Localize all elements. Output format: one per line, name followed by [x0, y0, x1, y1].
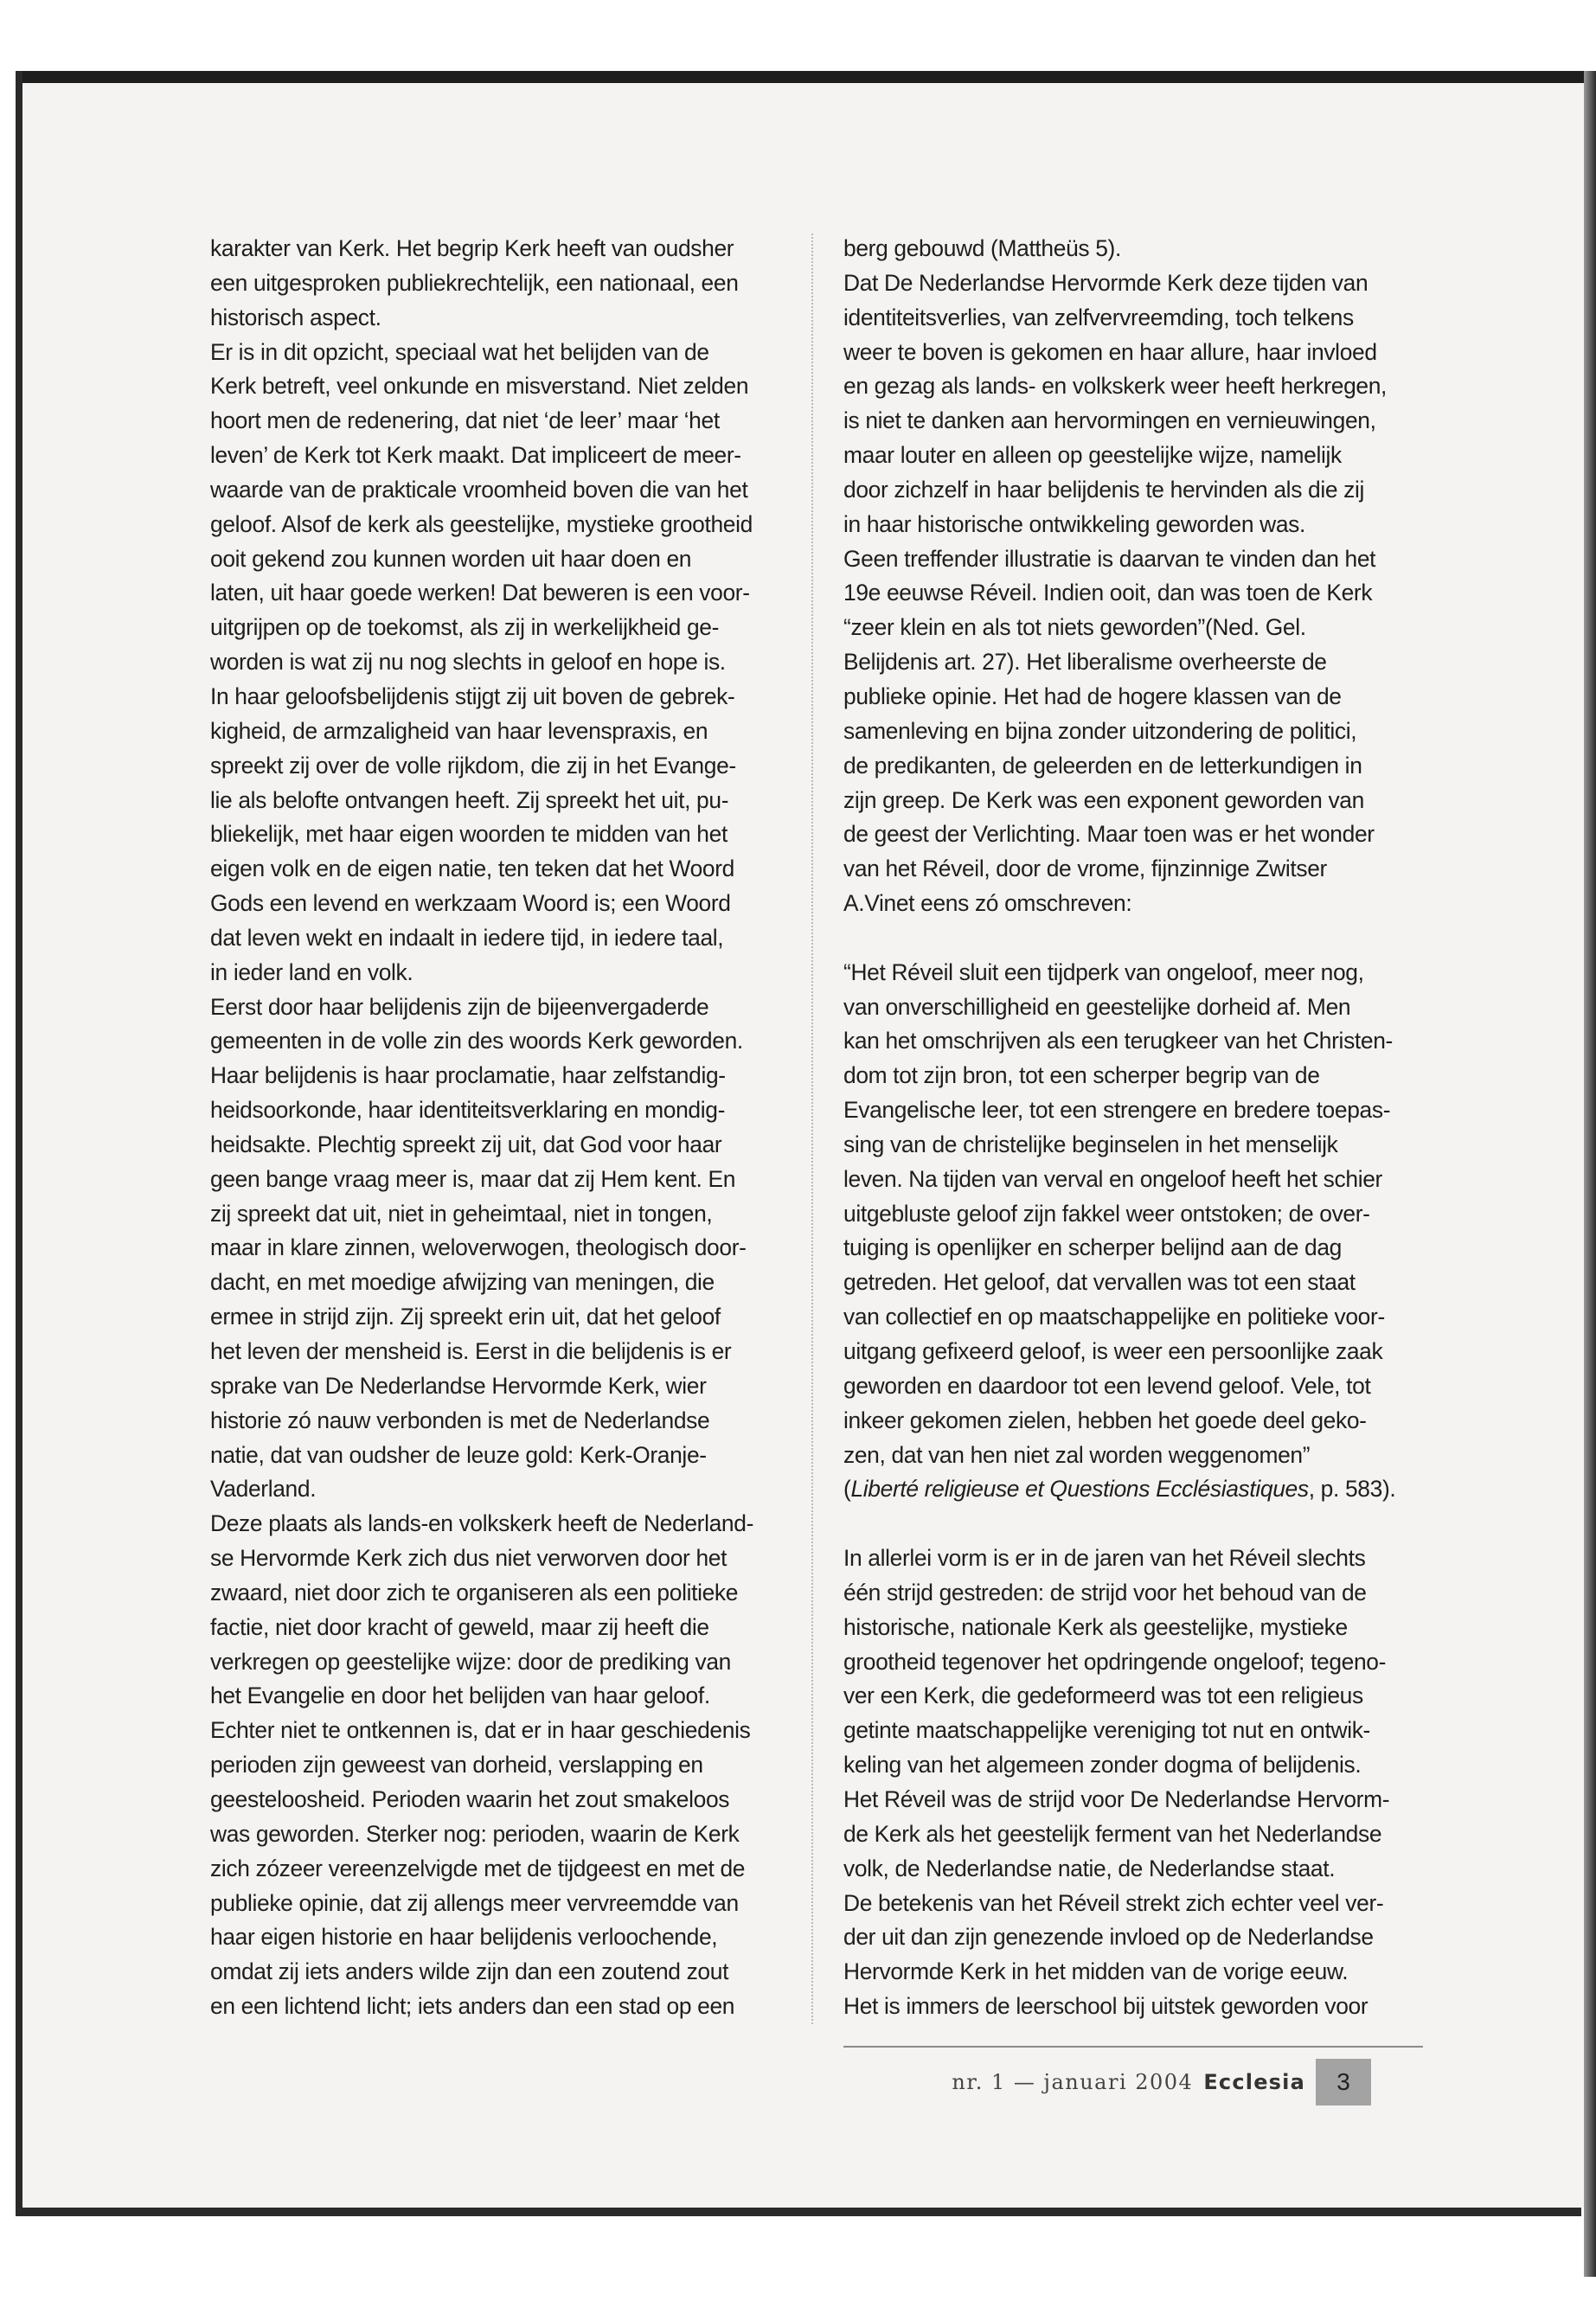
text-line: Vaderland. — [210, 1476, 317, 1503]
text-line: ermee in strijd zijn. Zij spreekt erin uit, dat het geloof — [210, 1304, 721, 1330]
text-line: getreden. Het geloof, dat vervallen was tot een staat — [843, 1269, 1356, 1296]
text-line: en een lichtend licht; iets anders dan een stad op een — [210, 1993, 735, 2020]
text-line: geworden en daardoor tot een levend geloof. Vele, tot — [843, 1372, 1371, 1399]
text-line: zijn greep. De Kerk was een exponent geworden van — [843, 786, 1364, 813]
text-line: getinte maatschappelijke vereniging tot nut en ontwik- — [843, 1717, 1370, 1744]
text-line: inkeer gekomen zielen, hebben het goede deel geko- — [843, 1407, 1367, 1433]
text-line: ooit gekend zou kunnen worden uit haar doen en — [210, 545, 692, 572]
text-line: leven’ de Kerk tot Kerk maakt. Dat impliceert de meer- — [210, 442, 741, 469]
text-line: de predikanten, de geleerden en de letterkundigen in — [843, 752, 1362, 779]
scan-border-left — [16, 71, 22, 2208]
text-line: door zichzelf in haar belijdenis te hervinden als die zij — [843, 476, 1365, 503]
text-line: volk, de Nederlandse natie, de Nederlandse staat. — [843, 1855, 1336, 1881]
vinet-quote — [843, 956, 1451, 1473]
text-line: één strijd gestreden: de strijd voor het behoud van de — [843, 1579, 1367, 1606]
text-line: bliekelijk, met haar eigen woorden te midden van het — [210, 821, 727, 848]
text-line: berg gebouwd (Mattheüs 5). — [843, 235, 1121, 261]
paragraph-gap — [843, 1507, 1451, 1541]
text-line: Echter niet te ontkennen is, dat er in haar geschiedenis — [210, 1717, 751, 1744]
text-line: natie, dat van oudsher de leuze gold: Kerk-Oranje- — [210, 1441, 707, 1468]
text-line: heidsoorkonde, haar identiteitsverklaring en mondig- — [210, 1097, 726, 1124]
text-line: Evangelische leer, tot een strengere en bredere toepas- — [843, 1097, 1391, 1124]
text-line: spreekt zij over de volle rijkdom, die zij in het Evange- — [210, 752, 736, 779]
text-line: is niet te danken aan hervormingen en vernieuwingen, — [843, 407, 1376, 434]
text-line: was geworden. Sterker nog: perioden, waarin de Kerk — [210, 1820, 740, 1847]
text-line: Belijdenis art. 27). Het liberalisme overheerste de — [843, 649, 1327, 676]
text-line: omdat zij iets anders wilde zijn dan een zoutend zout — [210, 1958, 729, 1985]
text-line: ver een Kerk, die gedeformeerd was tot een religieus — [843, 1682, 1363, 1709]
text-line: Het Réveil was de strijd voor De Nederlandse Hervorm- — [843, 1785, 1390, 1812]
text-line: Haar belijdenis is haar proclamatie, haar zelfstandig- — [210, 1062, 726, 1089]
text-line: een uitgesproken publiekrechtelijk, een nationaal, een — [210, 269, 739, 296]
text-line: karakter van Kerk. Het begrip Kerk heeft van oudsher — [210, 235, 734, 261]
quote-source-open: ( — [843, 1476, 851, 1503]
text-line: zij spreekt dat uit, niet in geheimtaal, niet in tongen, — [210, 1200, 713, 1227]
text-line: 19e eeuwse Réveil. Indien ooit, dan was toen de Kerk — [843, 580, 1373, 606]
text-line: grootheid tegenover het opdringende ongeloof; tegeno- — [843, 1648, 1387, 1675]
text-line: uitgang gefixeerd geloof, is weer een persoonlijke zaak — [843, 1338, 1383, 1364]
text-line: perioden zijn geweest van dorheid, verslapping en — [210, 1752, 703, 1779]
column-divider — [811, 234, 813, 2024]
text-line: dacht, en met moedige afwijzing van meningen, die — [210, 1269, 715, 1296]
text-line: Dat De Nederlandse Hervormde Kerk deze tijden van — [843, 269, 1368, 296]
text-line: eigen volk en de eigen natie, ten teken dat het Woord — [210, 856, 734, 882]
text-line: lie als belofte ontvangen heeft. Zij spreekt het uit, pu- — [210, 786, 729, 813]
text-line: in ieder land en volk. — [210, 958, 413, 985]
text-line: In haar geloofsbelijdenis stijgt zij uit boven de gebrek- — [210, 683, 735, 709]
text-line: uitgrijpen op de toekomst, als zij in werkelijkheid ge- — [210, 614, 720, 641]
text-line: het Evangelie en door het belijden van haar geloof. — [210, 1682, 710, 1709]
quote-source — [843, 1472, 1451, 1507]
text-line: geesteloosheid. Perioden waarin het zout smakeloos — [210, 1785, 730, 1812]
footer-rule — [843, 2046, 1423, 2048]
right-text-column — [843, 232, 1451, 2024]
text-line: Er is in dit opzicht, speciaal wat het belijden van de — [210, 338, 709, 365]
text-line: Het is immers de leerschool bij uitstek geworden voor — [843, 1993, 1368, 2020]
text-line: de Kerk als het geestelijk ferment van het Nederlandse — [843, 1820, 1382, 1847]
text-line: A.Vinet eens zó omschreven: — [843, 890, 1132, 917]
text-line: geen bange vraag meer is, maar dat zij Hem kent. En — [210, 1165, 736, 1192]
text-line: worden is wat zij nu nog slechts in geloof en hope is. — [210, 649, 726, 676]
text-line: van het Réveil, door de vrome, fijnzinnige Zwitser — [843, 856, 1327, 882]
text-line: identiteitsverlies, van zelfvervreemding, toch telkens — [843, 304, 1354, 330]
text-line: in haar historische ontwikkeling geworden was. — [843, 510, 1305, 537]
footer-issue: nr. 1 — januari 2004 — [952, 2070, 1194, 2094]
text-line: weer te boven is gekomen en haar allure, haar invloed — [843, 338, 1377, 365]
text-line: Eerst door haar belijdenis zijn de bijeenvergaderde — [210, 993, 709, 1020]
text-line: historisch aspect. — [210, 304, 381, 330]
text-line: gemeenten in de volle zin des woords Kerk geworden. — [210, 1028, 743, 1054]
text-line: tuiging is openlijker en scherper belijnd aan de dag — [843, 1234, 1342, 1261]
text-line: de geest der Verlichting. Maar toen was er het wonder — [843, 821, 1375, 848]
text-line: samenleving en bijna zonder uitzondering de politici, — [843, 717, 1357, 744]
text-line: hoort men de redenering, dat niet ‘de leer’ maar ‘het — [210, 407, 720, 434]
text-line: historie zó nauw verbonden is met de Nederlandse — [210, 1407, 710, 1433]
text-line: dom tot zijn bron, tot een scherper begrip van de — [843, 1062, 1320, 1089]
text-line: zwaard, niet door zich te organiseren als een politieke — [210, 1579, 739, 1606]
text-line: De betekenis van het Réveil strekt zich echter veel ver- — [843, 1889, 1384, 1916]
text-line: kigheid, de armzaligheid van haar levenspraxis, en — [210, 717, 708, 744]
quote-source-close: , p. 583). — [1308, 1476, 1396, 1503]
text-line: maar in klare zinnen, weloverwogen, theologisch door- — [210, 1234, 747, 1261]
text-line: haar eigen historie en haar belijdenis verloochende, — [210, 1924, 718, 1951]
text-line: maar louter en alleen op geestelijke wijze, namelijk — [843, 442, 1342, 469]
text-line: zich zózeer vereenzelvigde met de tijdgeest en met de — [210, 1855, 746, 1881]
right-column-part-b — [843, 1541, 1451, 2024]
text-line: In allerlei vorm is er in de jaren van het Réveil slechts — [843, 1545, 1366, 1572]
text-line: kan het omschrijven als een terugkeer van het Christen- — [843, 1028, 1393, 1054]
footer-magazine-name: Ecclesia — [1203, 2070, 1305, 2094]
text-line: van onverschilligheid en geestelijke dorheid af. Men — [843, 993, 1351, 1020]
text-line: “zeer klein en als tot niets geworden”(Ned. Gel. — [843, 614, 1306, 641]
paragraph-gap — [843, 921, 1451, 956]
left-text-column — [210, 232, 817, 2024]
text-line: geloof. Alsof de kerk als geestelijke, mystieke grootheid — [210, 510, 753, 537]
text-line: keling van het algemeen zonder dogma of belijdenis. — [843, 1752, 1362, 1779]
text-line: sing van de christelijke beginselen in het menselijk — [843, 1131, 1338, 1157]
text-line: Deze plaats als lands-en volkskerk heeft de Nederland- — [210, 1510, 754, 1537]
text-line: Kerk betreft, veel onkunde en misverstand. Niet zelden — [210, 373, 749, 400]
text-line: waarde van de prakticale vroomheid boven die van het — [210, 476, 748, 503]
text-line: factie, niet door kracht of geweld, maar zij heeft die — [210, 1613, 709, 1640]
text-line: dat leven wekt en indaalt in iedere tijd, in iedere taal, — [210, 924, 724, 951]
text-line: se Hervormde Kerk zich dus niet verworven door het — [210, 1545, 727, 1572]
text-line: der uit dan zijn genezende invloed op de Nederlandse — [843, 1924, 1374, 1951]
text-line: publieke opinie. Het had de hogere klassen van de — [843, 683, 1342, 709]
text-line: verkregen op geestelijke wijze: door de prediking van — [210, 1648, 731, 1675]
text-line: heidsakte. Plechtig spreekt zij uit, dat God voor haar — [210, 1131, 722, 1157]
text-line: “Het Réveil sluit een tijdperk van ongeloof, meer nog, — [843, 958, 1364, 985]
scan-border-bottom — [16, 2208, 1581, 2216]
scan-border-right — [1584, 71, 1596, 2277]
text-line: van collectief en op maatschappelijke en politieke voor- — [843, 1304, 1385, 1330]
text-line: en gezag als lands- en volkskerk weer heeft herkregen, — [843, 373, 1388, 400]
text-line: Geen treffender illustratie is daarvan te vinden dan het — [843, 545, 1376, 572]
text-line: het leven der mensheid is. Eerst in die belijdenis is er — [210, 1338, 732, 1364]
right-column-part-a — [843, 232, 1451, 921]
text-line: zen, dat van hen niet zal worden weggenomen” — [843, 1441, 1311, 1468]
scan-border-top — [16, 71, 1596, 83]
text-line: sprake van De Nederlandse Hervormde Kerk, wier — [210, 1372, 707, 1399]
page-number: 3 — [1316, 2059, 1371, 2106]
text-line: leven. Na tijden van verval en ongeloof heeft het schier — [843, 1165, 1382, 1192]
text-line: uitgebluste geloof zijn fakkel weer ontstoken; de over- — [843, 1200, 1370, 1227]
quote-source-title: Liberté religieuse et Questions Ecclésiastiques — [850, 1476, 1309, 1503]
text-line: Gods een levend en werkzaam Woord is; een Woord — [210, 890, 731, 917]
text-line: publieke opinie, dat zij allengs meer vervreemdde van — [210, 1889, 739, 1916]
page-footer — [843, 2061, 1423, 2104]
text-line: laten, uit haar goede werken! Dat beweren is een voor- — [210, 580, 750, 606]
text-line: Hervormde Kerk in het midden van de vorige eeuw. — [843, 1958, 1349, 1985]
text-line: historische, nationale Kerk als geestelijke, mystieke — [843, 1613, 1348, 1640]
